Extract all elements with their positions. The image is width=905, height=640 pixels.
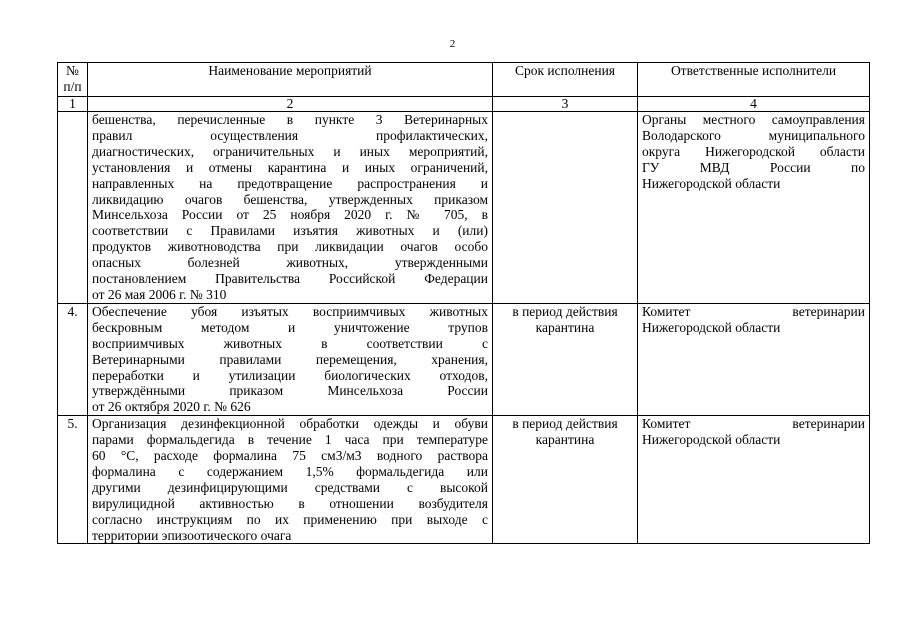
table-row bbox=[58, 416, 870, 544]
description-line: территории эпизоотического очага bbox=[92, 527, 292, 543]
header-term: Срок исполнения bbox=[493, 63, 638, 97]
column-number: 2 bbox=[88, 97, 493, 112]
description-line: направленных на предотвращение распространения и bbox=[92, 175, 488, 191]
table-row bbox=[58, 303, 870, 415]
execution-term bbox=[493, 416, 638, 544]
measure-description bbox=[88, 112, 493, 304]
measure-description bbox=[88, 303, 493, 415]
description-line: опасных болезней животных, утвержденными bbox=[92, 255, 488, 271]
responsible-line: округа Нижегородской области bbox=[642, 143, 865, 159]
responsible-line: ГУ МВД России по bbox=[642, 159, 865, 175]
description-line: вирулицидной активностью в отношении возбудителя bbox=[92, 495, 488, 511]
responsible-executors bbox=[638, 416, 870, 544]
description-line: Организация дезинфекционной обработки одежды и обуви bbox=[92, 416, 488, 432]
description-line: бескровным методом и уничтожение трупов bbox=[92, 319, 488, 335]
description-line: Ветеринарными правилами перемещения, хранения, bbox=[92, 351, 488, 367]
responsible-line: Володарского муниципального bbox=[642, 127, 865, 143]
description-line: постановлением Правительства Российской Федерации bbox=[92, 271, 488, 287]
measures-table bbox=[57, 62, 870, 544]
description-line: 60 °С, расходе формалина 75 см3/м3 водного раствора bbox=[92, 448, 488, 464]
responsible-line: Органы местного самоуправления bbox=[642, 112, 865, 127]
term-line: карантина bbox=[535, 432, 595, 448]
description-line: согласно инструкциям по их применению при выходе с bbox=[92, 511, 488, 527]
measure-description bbox=[88, 416, 493, 544]
description-line: установления и отмены карантина и иных ограничений, bbox=[92, 159, 488, 175]
description-line: Обеспечение убоя изъятых восприимчивых животных bbox=[92, 303, 488, 319]
table-row bbox=[58, 112, 870, 304]
responsible-line: Комитет ветеринарии bbox=[642, 303, 865, 319]
column-number: 3 bbox=[493, 97, 638, 112]
description-line: парами формальдегида в течение 1 часа при температуре bbox=[92, 432, 488, 448]
description-line: утверждёнными приказом Минсельхоза России bbox=[92, 383, 488, 399]
description-line: восприимчивых животных в соответствии с bbox=[92, 335, 488, 351]
term-line: карантина bbox=[535, 319, 595, 335]
description-line: продуктов животноводства при ликвидации очагов особо bbox=[92, 239, 488, 255]
header-name: Наименование мероприятий bbox=[88, 63, 493, 97]
row-number: 5. bbox=[58, 416, 88, 544]
term-line: в период действия bbox=[512, 416, 618, 432]
row-number bbox=[58, 112, 88, 304]
responsible-line: Нижегородской области bbox=[642, 319, 781, 335]
column-number: 1 bbox=[58, 97, 88, 112]
header-row bbox=[58, 63, 870, 97]
responsible-line: Нижегородской области bbox=[642, 432, 781, 448]
term-line: в период действия bbox=[512, 303, 618, 319]
row-number: 4. bbox=[58, 303, 88, 415]
description-line: формалина с содержанием 1,5% формальдегида или bbox=[92, 463, 488, 479]
header-resp: Ответственные исполнители bbox=[638, 63, 870, 97]
description-line: Минсельхоза России от 25 ноября 2020 г. № 705, в bbox=[92, 207, 488, 223]
responsible-line: Комитет ветеринарии bbox=[642, 416, 865, 432]
column-number: 4 bbox=[638, 97, 870, 112]
description-line: переработки и утилизации биологических отходов, bbox=[92, 367, 488, 383]
description-line: диагностических, ограничительных и иных мероприятий, bbox=[92, 143, 488, 159]
execution-term bbox=[493, 303, 638, 415]
description-line: соответствии с Правилами изъятия животных и (или) bbox=[92, 223, 488, 239]
execution-term bbox=[493, 112, 638, 304]
table-body bbox=[58, 112, 870, 544]
description-line: от 26 октября 2020 г. № 626 bbox=[92, 399, 251, 415]
description-line: другими дезинфицирующими средствами с высокой bbox=[92, 479, 488, 495]
page-number: 2 bbox=[449, 38, 456, 50]
column-number-row bbox=[58, 97, 870, 112]
responsible-executors bbox=[638, 112, 870, 304]
responsible-line: Нижегородской области bbox=[642, 175, 781, 191]
header-num: № п/п bbox=[58, 63, 88, 97]
description-line: ликвидацию очагов бешенства, утвержденных приказом bbox=[92, 191, 488, 207]
description-line: правил осуществления профилактических, bbox=[92, 127, 488, 143]
description-line: от 26 мая 2006 г. № 310 bbox=[92, 286, 227, 302]
responsible-executors bbox=[638, 303, 870, 415]
description-line: бешенства, перечисленные в пункте 3 Ветеринарных bbox=[92, 112, 488, 127]
